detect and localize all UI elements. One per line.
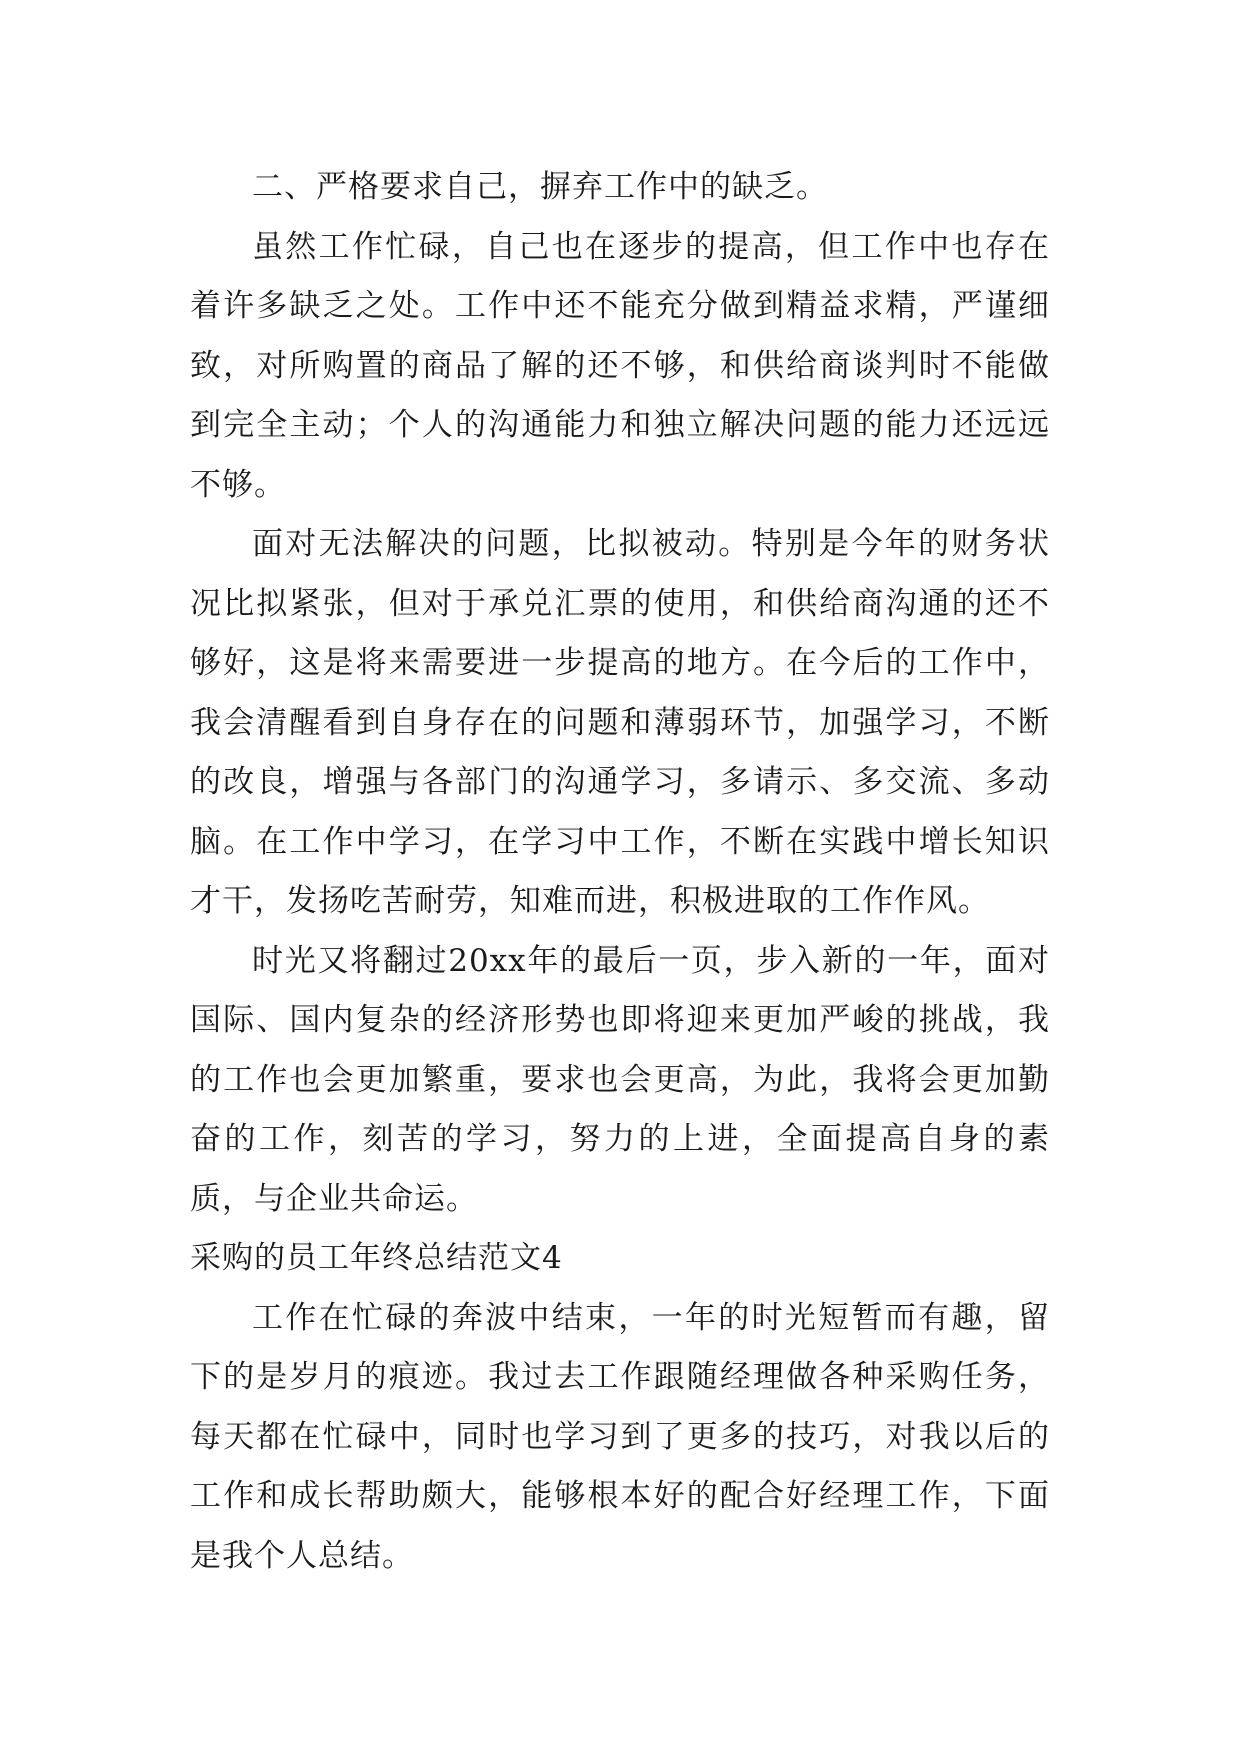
document-body: [190, 158, 1050, 1586]
paragraph-problems: 面对无法解决的问题，比拟被动。特别是今年的财务状况比拟紧张，但对于承兑汇票的使用，和供给商沟通的还不够好，这是将来需要进一步提高的地方。在今后的工作中，我会清醒看到自身存在的问题和薄弱环节，加强学习，不断的改良，增强与各部门的沟通学习，多请示、多交流、多动脑。在工作中学习，在学习中工作，不断在实践中增长知识才干，发扬吃苦耐劳，知难而进，积极进取的工作作风。: [190, 526, 1050, 919]
paragraph-summary-intro: 工作在忙碌的奔波中结束，一年的时光短暂而有趣，留下的是岁月的痕迹。我过去工作跟随经理做各种采购任务，每天都在忙碌中，同时也学习到了更多的技巧，对我以后的工作和成长帮助颇大，能够根本好的配合好经理工作，下面是我个人总结。: [190, 1299, 1050, 1574]
section-title: 采购的员工年终总结范文4: [190, 1240, 563, 1276]
paragraph-shortcomings: 虽然工作忙碌，自己也在逐步的提高，但工作中也存在着许多缺乏之处。工作中还不能充分做到精益求精，严谨细致，对所购置的商品了解的还不够，和供给商谈判时不能做到完全主动；个人的沟通能力和独立解决问题的能力还远远不够。: [190, 228, 1050, 503]
paragraph-new-year: 时光又将翻过20xx年的最后一页，步入新的一年，面对国际、国内复杂的经济形势也即将迎来更加严峻的挑战，我的工作也会更加繁重，要求也会更高，为此，我将会更加勤奋的工作，刻苦的学习，努力的上进，全面提高自身的素质，与企业共命运。: [190, 942, 1050, 1217]
section-heading-two: 二、严格要求自己，摒弃工作中的缺乏。: [252, 169, 828, 205]
